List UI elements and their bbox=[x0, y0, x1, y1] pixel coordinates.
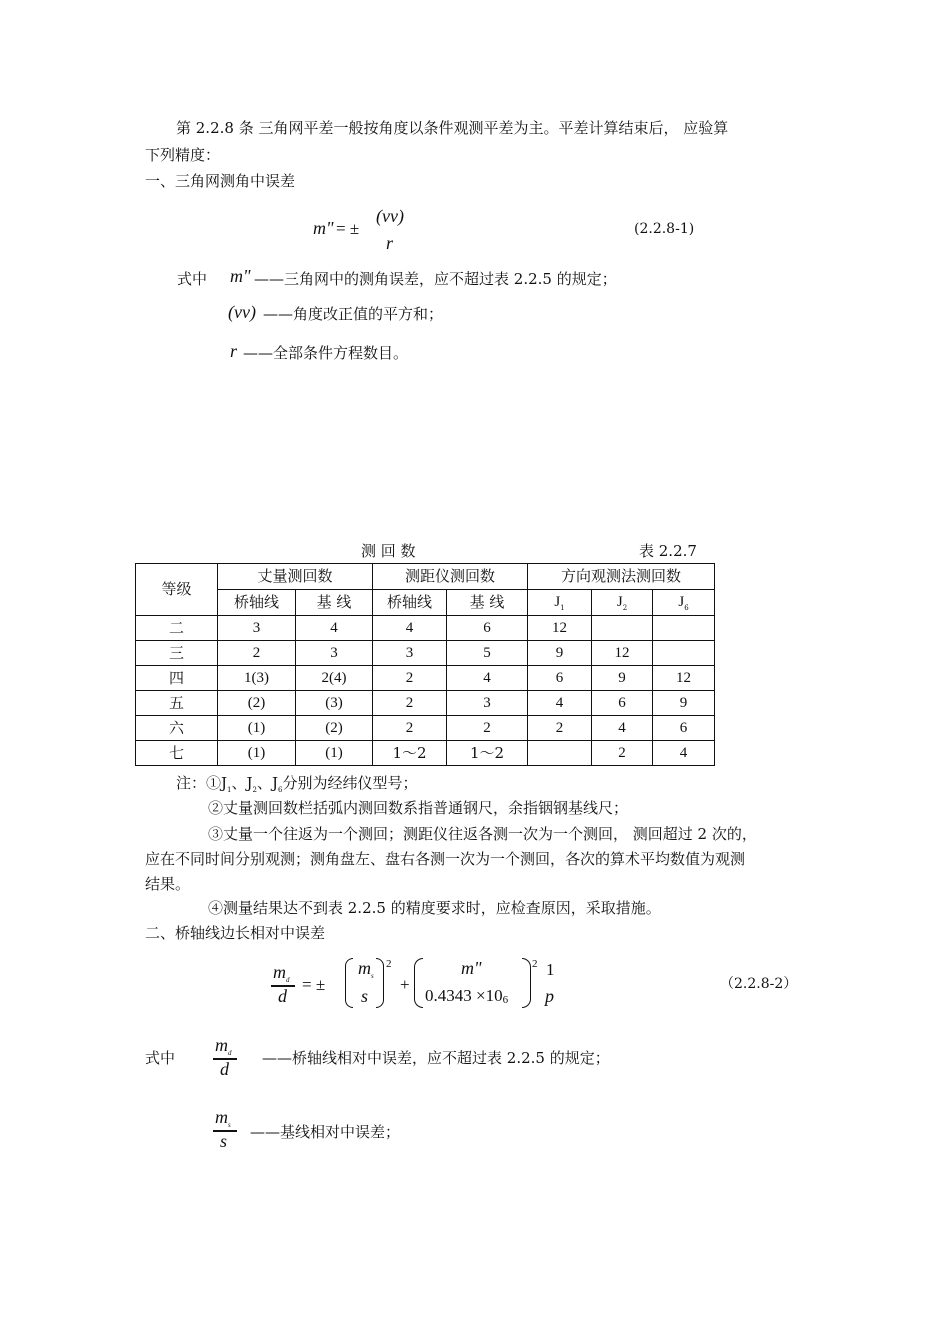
subheader-tape-bridge-axis: 桥轴线 bbox=[218, 590, 296, 616]
def-symbol-vv: (vv) bbox=[228, 302, 256, 322]
f2-paren-2-right bbox=[522, 958, 531, 1008]
subheader-j2: $J_2$ bbox=[592, 590, 653, 616]
def-symbol-m: m" bbox=[230, 266, 251, 286]
section-heading-1: 一、三角网测角中误差 bbox=[145, 172, 296, 190]
definitions-1-prefix: 式中 bbox=[177, 270, 208, 288]
f2-p2-denominator: 0.4343 ×106 bbox=[425, 986, 509, 1006]
f2-paren-1-right bbox=[376, 958, 384, 1008]
definitions-2-prefix: 式中 bbox=[145, 1049, 176, 1067]
note-1: 注：$①J_1$、$J_2$、$J_6$分别为经纬仪型号； bbox=[176, 774, 418, 794]
subheader-edm-bridge-axis: 桥轴线 bbox=[373, 590, 447, 616]
table-row: 二 3 4 4 6 12 bbox=[136, 616, 715, 641]
def2-ms-numerator: $m_s$ bbox=[215, 1107, 231, 1129]
subheader-j1: $J_1$ bbox=[528, 590, 592, 616]
def2-md-numerator: $m_d$ bbox=[215, 1035, 232, 1057]
table-number: 表 2.2.7 bbox=[639, 542, 697, 560]
f2-lhs-denominator: d bbox=[278, 986, 287, 1006]
formula-1-number: (2.2.8-1) bbox=[634, 221, 695, 237]
header-tape-rounds: 丈量测回数 bbox=[218, 564, 373, 590]
formula-2-number: （2.2.8-2） bbox=[720, 976, 798, 992]
def-text-r: ——全部条件方程数目。 bbox=[243, 344, 409, 362]
header-direction-rounds: 方向观测法测回数 bbox=[528, 564, 715, 590]
f2-tail-numerator: 1 bbox=[546, 960, 555, 979]
def-symbol-r: r bbox=[230, 341, 238, 361]
def-text-m: ——三角网中的测角误差，应不超过表 2.2.5 的规定； bbox=[254, 270, 617, 288]
f2-p2-numerator: m" bbox=[461, 958, 482, 978]
table-row: 七 (1) (1) 1～2 1～2 2 4 bbox=[136, 741, 715, 766]
f2-p1-denominator: s bbox=[361, 986, 369, 1006]
table-row: 四 1(3) 2(4) 2 4 6 9 12 bbox=[136, 666, 715, 691]
f2-lhs-numerator: $m_d$ bbox=[273, 962, 290, 984]
table-title: 测 回 数 bbox=[361, 542, 416, 560]
note-3-line-2: 应在不同时间分别观测；测角盘左、盘右各测一次为一个测回，各次的算术平均数值为观测 bbox=[145, 850, 746, 868]
header-grade: 等级 bbox=[136, 564, 218, 616]
formula-1-eq: = ± bbox=[336, 219, 360, 238]
table-row: 六 (1) (2) 2 2 2 4 6 bbox=[136, 716, 715, 741]
article-line-1: 第 2.2.8 条 三角网平差一般按角度以条件观测平差为主。平差计算结束后， 应验算 bbox=[176, 119, 729, 137]
note-4: ④测量结果达不到表 2.2.5 的精度要求时，应检查原因，采取措施。 bbox=[208, 899, 661, 917]
note-3-line-1: ③丈量一个往返为一个测回；测距仪往返各测一次为一个测回， 测回超过 2 次的， bbox=[208, 825, 757, 843]
f2-paren-1-left bbox=[345, 958, 353, 1008]
article-line-2: 下列精度： bbox=[145, 146, 221, 164]
measurement-rounds-table bbox=[135, 563, 715, 766]
def2-md-denominator: d bbox=[220, 1059, 229, 1079]
f2-eq: = ± bbox=[302, 975, 326, 994]
section-heading-2: 二、桥轴线边长相对中误差 bbox=[145, 924, 326, 942]
note-3-line-3: 结果。 bbox=[145, 875, 191, 893]
def2-ms-denominator: s bbox=[220, 1131, 228, 1151]
subheader-tape-baseline: 基 线 bbox=[296, 590, 373, 616]
f2-plus: + bbox=[400, 975, 410, 994]
table-row: 五 (2) (3) 2 3 4 6 9 bbox=[136, 691, 715, 716]
formula-1-numerator: (vv) bbox=[376, 206, 404, 226]
formula-1-denominator: r bbox=[386, 233, 394, 253]
table-row: 三 2 3 3 5 9 12 bbox=[136, 641, 715, 666]
subheader-j6: $J_6$ bbox=[653, 590, 715, 616]
f2-tail-denominator: p bbox=[545, 986, 554, 1006]
f2-square-2: 2 bbox=[532, 958, 538, 970]
header-edm-rounds: 测距仪测回数 bbox=[373, 564, 528, 590]
subheader-edm-baseline: 基 线 bbox=[447, 590, 528, 616]
formula-1-lhs: m" bbox=[313, 218, 334, 238]
f2-paren-2-left bbox=[414, 958, 423, 1008]
def2-ms-text: ——基线相对中误差； bbox=[250, 1123, 401, 1141]
f2-p1-numerator: $m_s$ bbox=[358, 958, 374, 980]
note-2: ②丈量测回数栏括弧内测回数系指普通钢尺，余指铟钢基线尺； bbox=[208, 799, 629, 817]
f2-square-1: 2 bbox=[386, 958, 392, 970]
def-text-vv: ——角度改正值的平方和； bbox=[263, 305, 444, 323]
def2-md-text: ——桥轴线相对中误差，应不超过表 2.2.5 的规定； bbox=[262, 1049, 610, 1067]
